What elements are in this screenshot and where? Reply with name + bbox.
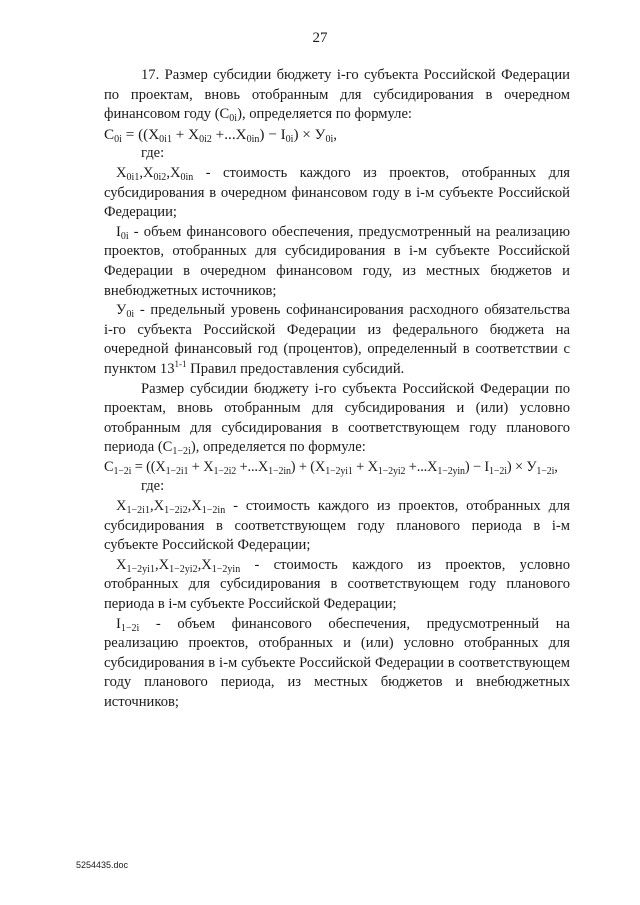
formula-symbol: +...X — [236, 458, 269, 475]
paragraph-text-end: ), определяется по формуле: — [190, 439, 366, 456]
file-name-footer: 5254435.doc — [76, 860, 129, 870]
term-subscript: 0i — [126, 309, 135, 321]
formula-symbol: = ((X — [121, 125, 160, 143]
term: X — [116, 556, 127, 573]
formula-symbol: , — [333, 125, 338, 143]
formula-subscript: 1−2i — [113, 465, 132, 477]
definition-i12i — [104, 615, 570, 713]
definition-text: - объем финансового обеспечения, предусмотренный на реализацию проектов, отобранных для субсидирования в i-м субъекте Российской Федерации в очередном финансовом году, из местных бюджетов и внебюджетных источников; — [104, 223, 570, 299]
term-subscript: 1−2yi1 — [126, 563, 155, 575]
formula-subscript: 1−2i — [536, 465, 555, 477]
definition-i0i — [104, 223, 570, 301]
formula-symbol: ) × У — [506, 458, 537, 475]
formula-subscript: 1−2yin — [437, 465, 465, 477]
formula-symbol: C — [104, 125, 115, 143]
formula-symbol: ) − I — [464, 458, 490, 475]
formula-symbol: ) − I — [259, 125, 286, 143]
formula-subscript: 0in — [246, 133, 260, 145]
formula-symbol: + X — [352, 458, 378, 475]
formula-symbol: +...X — [405, 458, 438, 475]
subscript: 1−2i — [172, 446, 191, 458]
term-subscript: 1−2yin — [211, 563, 241, 575]
page-number: 27 — [312, 30, 328, 46]
formula-symbol: + X — [188, 458, 214, 475]
paragraph-text: 17. Размер субсидии бюджету i-го субъекта Российской Федерации по проектам, вновь отобранным для субсидирования в очередном финансовом году (C — [104, 67, 570, 123]
formula-subscript: 0i2 — [199, 133, 212, 145]
formula-c12i — [104, 458, 582, 478]
term-subscript: 1−2yi2 — [169, 563, 198, 575]
formula-subscript: 1−2in — [268, 465, 291, 477]
formula-subscript: 0i — [114, 133, 122, 145]
term: X — [116, 164, 127, 181]
formula-subscript: 1−2i — [489, 465, 507, 477]
formula-subscript: 0i — [325, 133, 334, 145]
formula-subscript: 1−2i1 — [165, 465, 189, 477]
term-subscript: 0in — [180, 171, 194, 183]
paragraph-planning-period — [104, 380, 570, 458]
superscript: 1-1 — [174, 358, 187, 369]
paragraph-17 — [104, 66, 570, 125]
definition-text-end: Правил предоставления субсидий. — [186, 360, 405, 377]
term-subscript: 1−2in — [201, 505, 226, 517]
definition-text: - предельный уровень софинансирования расходного обязательства i-го субъекта Российской Федерации из федерального бюджета на очередной финансовый год (процентов), определенный в соответствии с пунктом 13 — [104, 302, 570, 377]
term: ,X — [139, 164, 154, 181]
term-subscript: 1−2i1 — [126, 505, 150, 517]
term: У — [116, 302, 127, 319]
formula-subscript: 1−2yi2 — [377, 465, 406, 477]
definition-x0i — [104, 164, 570, 223]
term: ,X — [154, 556, 170, 573]
paragraph-text-end: ), определяется по формуле: — [237, 106, 412, 123]
term-subscript: 0i — [120, 230, 129, 242]
formula-c0i — [104, 125, 570, 145]
document-body — [104, 66, 570, 713]
term-subscript: 1−2i — [120, 622, 140, 634]
term: ,X — [149, 498, 165, 515]
formula-subscript: 1−2i2 — [213, 465, 237, 477]
formula-subscript: 0i1 — [159, 133, 172, 145]
formula-subscript: 0i — [285, 133, 294, 145]
formula-symbol: , — [554, 458, 558, 475]
paragraph-text: Размер субсидии бюджету i-го субъекта Российской Федерации по проектам, вновь отобранным для субсидирования и (или) условно отобранным для субсидирования в соответствующем году планового периода (C — [104, 380, 570, 456]
term: ,X — [197, 556, 212, 573]
formula-symbol: + X — [171, 125, 200, 143]
definition-text: - объем финансового обеспечения, предусмотренный на реализацию проектов, отобранных и (или) условно отобранных для субсидирования в i-м субъекте Российской Федерации в соответствующем году планового периода, из местных бюджетов и внебюджетных источников; — [104, 615, 570, 710]
where-label: где: — [141, 145, 165, 162]
formula-symbol: +...X — [211, 125, 247, 143]
formula-symbol: ) + (X — [290, 458, 326, 475]
definition-u0i — [104, 301, 570, 379]
subscript: 0i — [229, 113, 238, 125]
definition-x12yi — [104, 556, 570, 615]
definition-text: - стоимость каждого из проектов, условно отобранных для субсидирования в соответствующем году планового периода в i-м субъекте Российской Федерации; — [104, 556, 570, 613]
term-subscript: 0i1 — [126, 171, 140, 183]
term: ,X — [166, 164, 181, 181]
formula-symbol: C — [104, 458, 114, 475]
definition-x12i — [104, 497, 570, 556]
term: I — [116, 615, 121, 632]
term: ,X — [187, 498, 202, 515]
term-subscript: 1−2i2 — [164, 505, 188, 517]
formula-symbol: ) × У — [293, 125, 326, 143]
where-label: где: — [141, 478, 165, 495]
term: I — [116, 223, 121, 240]
definition-text: - стоимость каждого из проектов, отобранных для субсидирования в соответствующем году планового периода в i-м субъекте Российской Федерации; — [104, 498, 570, 554]
term: X — [116, 498, 127, 515]
term-subscript: 0i2 — [153, 171, 167, 183]
formula-symbol: = ((X — [131, 458, 166, 475]
definition-text: - стоимость каждого из проектов, отобранных для субсидирования в очередном финансовом году в i-м субъекте Российской Федерации; — [104, 164, 570, 221]
formula-subscript: 1−2yi1 — [325, 465, 353, 477]
